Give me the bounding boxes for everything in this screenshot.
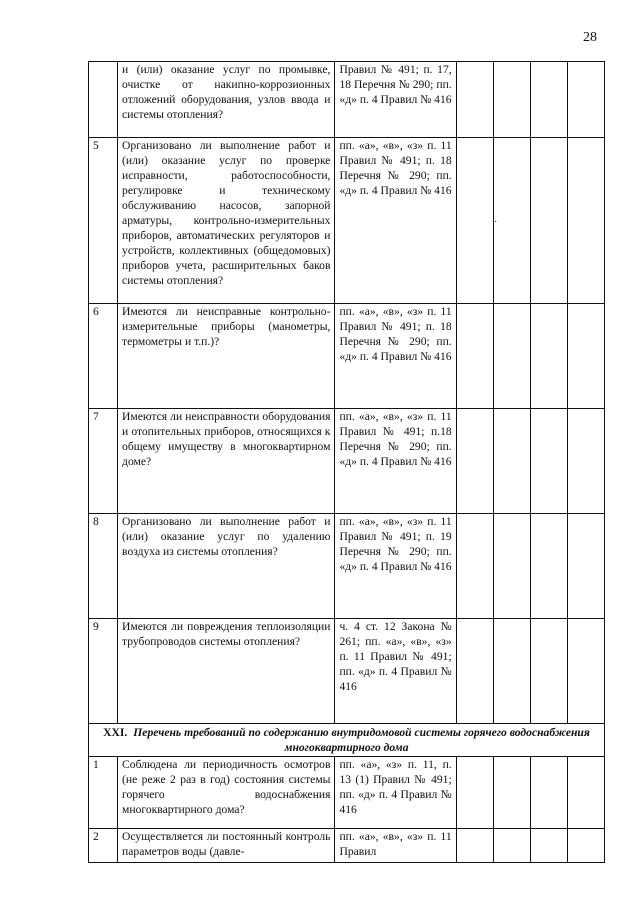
row-number: 7 (89, 409, 118, 514)
table-row (89, 304, 605, 409)
row-number: 2 (89, 829, 118, 863)
table-row (89, 138, 605, 304)
row-references: пп. «а», «з» п. 11, п. 13 (1) Правил № 491; пп. «д» п. 4 Правил № 416 (335, 757, 456, 829)
row-number (89, 62, 118, 138)
answer-cell[interactable] (493, 829, 530, 863)
section-title: Перечень требований по содержанию внутридомовой системы горячего водоснабжения многоквартирного дома (133, 726, 590, 754)
row-question: Соблюдена ли периодичность осмотров (не реже 2 раз в год) состояния системы горячего водоснабжения многоквартирного дома? (118, 757, 335, 829)
row-number: 1 (89, 757, 118, 829)
row-references: ч. 4 ст. 12 Закона № 261; пп. «а», «в», «з» п. 11 Правил № 491; пп. «д» п. 4 Правил № 416 (335, 619, 456, 724)
answer-cell[interactable] (530, 62, 567, 138)
row-question: Имеются ли повреждения теплоизоляции трубопроводов системы отопления? (118, 619, 335, 724)
row-number: 6 (89, 304, 118, 409)
row-references: пп. «а», «в», «з» п. 11 Правил (335, 829, 456, 863)
section-number: XXI. (103, 726, 128, 739)
answer-cell[interactable] (567, 514, 604, 619)
table-row (89, 757, 605, 829)
answer-cell[interactable] (530, 757, 567, 829)
answer-cell[interactable] (493, 62, 530, 138)
answer-cell[interactable] (530, 829, 567, 863)
table-row (89, 409, 605, 514)
checklist-table (88, 61, 605, 863)
row-question: и (или) оказание услуг по промывке, очистке от накипно-коррозионных отложений оборудования, узлов ввода и системы отопления? (118, 62, 335, 138)
stray-mark: · (494, 217, 498, 228)
row-number: 9 (89, 619, 118, 724)
answer-cell[interactable] (493, 304, 530, 409)
answer-cell[interactable] (567, 304, 604, 409)
row-question: Организовано ли выполнение работ и (или) оказание услуг по удалению воздуха из системы отопления? (118, 514, 335, 619)
section-header-row (89, 724, 605, 757)
answer-cell[interactable] (567, 757, 604, 829)
answer-cell[interactable] (530, 619, 567, 724)
answer-cell[interactable] (456, 304, 493, 409)
answer-cell[interactable] (493, 409, 530, 514)
answer-cell[interactable] (493, 514, 530, 619)
row-references: пп. «а», «в», «з» п. 11 Правил № 491; п. 19 Перечня № 290; пп. «д» п. 4 Правил № 416 (335, 514, 456, 619)
answer-cell[interactable] (567, 138, 604, 304)
table-row (89, 829, 605, 863)
answer-cell[interactable] (456, 514, 493, 619)
answer-cell[interactable] (567, 409, 604, 514)
answer-cell[interactable] (493, 138, 530, 304)
row-references: пп. «а», «в», «з» п. 11 Правил № 491; п. 18 Перечня № 290; пп. «д» п. 4 Правил № 416 (335, 304, 456, 409)
row-references: пп. «а», «в», «з» п. 11 Правил № 491; п. 18 Перечня № 290; пп. «д» п. 4 Правил № 416 (335, 138, 456, 304)
row-number: 8 (89, 514, 118, 619)
row-question: Имеются ли неисправности оборудования и отопительных приборов, относящихся к общему имуществу в многоквартирном доме? (118, 409, 335, 514)
answer-cell[interactable] (530, 409, 567, 514)
answer-cell[interactable] (493, 619, 530, 724)
answer-cell[interactable] (493, 757, 530, 829)
row-references: пп. «а», «в», «з» п. 11 Правил № 491; п.18 Перечня № 290; пп. «д» п. 4 Правил № 416 (335, 409, 456, 514)
table-row (89, 62, 605, 138)
answer-cell[interactable] (530, 138, 567, 304)
answer-cell[interactable] (456, 138, 493, 304)
answer-cell[interactable] (567, 62, 604, 138)
table-row (89, 619, 605, 724)
answer-cell[interactable] (456, 62, 493, 138)
row-question: Имеются ли неисправные контрольно-измерительные приборы (манометры, термометры и т.п.)? (118, 304, 335, 409)
answer-cell[interactable] (456, 757, 493, 829)
answer-cell[interactable] (567, 829, 604, 863)
row-number: 5 (89, 138, 118, 304)
row-question: Осуществляется ли постоянный контроль параметров воды (давле- (118, 829, 335, 863)
answer-cell[interactable] (456, 829, 493, 863)
answer-cell[interactable] (567, 619, 604, 724)
row-question: Организовано ли выполнение работ и (или) оказание услуг по проверке исправности, работоспособности, регулировке и техническому обслуживанию насосов, запорной арматуры, контрольно-измерительных приборов, автоматических регуляторов и устройств, коллективных (общедомовых) приборов учета, расширительных баков системы отопления? (118, 138, 335, 304)
page-number: 28 (583, 30, 597, 45)
section-header-cell (89, 724, 605, 757)
answer-cell[interactable] (456, 619, 493, 724)
answer-cell[interactable] (530, 304, 567, 409)
row-references: Правил № 491; п. 17, 18 Перечня № 290; пп. «д» п. 4 Правил № 416 (335, 62, 456, 138)
table-row (89, 514, 605, 619)
answer-cell[interactable] (530, 514, 567, 619)
answer-cell[interactable] (456, 409, 493, 514)
